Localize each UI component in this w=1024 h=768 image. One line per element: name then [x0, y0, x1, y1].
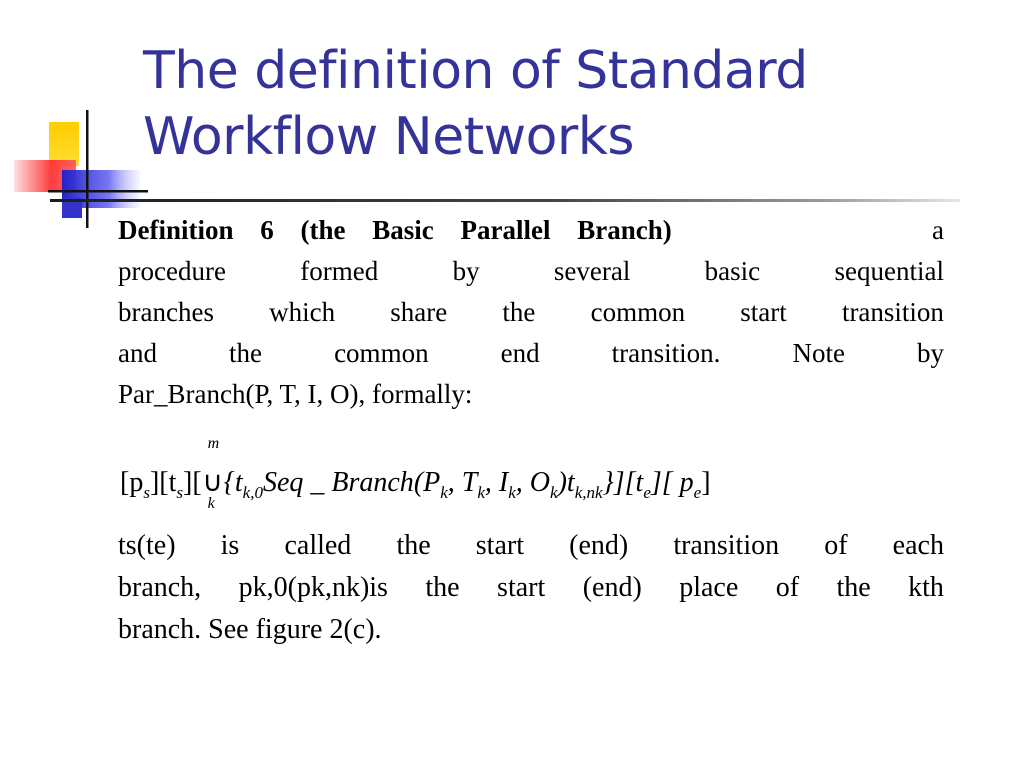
formula-part: , O [515, 467, 551, 498]
formula-sub: e [643, 483, 651, 502]
formula-part: , I [484, 467, 509, 498]
definition-heading: Definition 6 (the Basic Parallel Branch) [118, 215, 672, 245]
parallel-branch-formula [118, 427, 944, 521]
formula-sub: k [477, 483, 485, 502]
definition-line-3 [118, 292, 944, 333]
word: start [475, 530, 524, 561]
formula-part: [p [120, 467, 144, 498]
formula-part: {t [223, 467, 243, 498]
formula-part: ][t [149, 467, 177, 498]
word: branch, [118, 572, 202, 603]
formula-sub: k [550, 483, 558, 502]
word: sequential [834, 256, 944, 286]
union-symbol: ∪ [202, 467, 223, 498]
word: share [390, 297, 448, 327]
explanation-line-1 [118, 525, 944, 567]
formula-part: ][ p [650, 467, 694, 498]
word: (end) [582, 572, 642, 603]
word: basic [704, 256, 761, 286]
word: pk,0(pk,nk)is [238, 572, 388, 603]
word: (end) [569, 530, 629, 561]
word: transition [841, 297, 944, 327]
word: end [500, 338, 540, 368]
word: formed [300, 256, 379, 286]
definition-line-4 [118, 333, 944, 374]
definition-line-2 [118, 251, 944, 292]
word: common [334, 338, 429, 368]
explanation-line-2 [118, 567, 944, 609]
formula-sub: k [440, 483, 448, 502]
word: kth [908, 572, 944, 603]
word: start [497, 572, 546, 603]
definition-block [118, 210, 944, 651]
word: several [553, 256, 631, 286]
word: of [775, 572, 800, 603]
title-line-1: The definition of Standard [143, 41, 808, 101]
formula-part: }][t [602, 467, 644, 498]
formula-part: (P [413, 467, 441, 498]
union-operator [202, 435, 224, 512]
definition-paragraph [118, 210, 944, 415]
formula-sub: s [176, 483, 184, 502]
union-upper-limit: m [207, 435, 220, 452]
word: and [118, 338, 157, 368]
formula-part: ] [701, 467, 711, 498]
word: of [824, 530, 848, 561]
formula-part: Seq _ Branch [262, 467, 414, 498]
word: place [679, 572, 739, 603]
word: the [229, 338, 263, 368]
word: common [590, 297, 686, 327]
formula-sub: k,0 [242, 483, 263, 502]
word: Note [792, 338, 845, 368]
union-lower-limit: k [207, 495, 215, 512]
word: by [452, 256, 480, 286]
slide-title [143, 38, 1003, 170]
word: ts(te) [118, 530, 176, 561]
formula-part: , T [447, 467, 478, 498]
word: the [502, 297, 536, 327]
definition-line-1 [118, 210, 944, 251]
formula-sub: e [693, 483, 702, 502]
word: branches [118, 297, 214, 327]
formula-part: )t [557, 467, 575, 498]
word: the [425, 572, 460, 603]
title-line-2: Workflow Networks [143, 107, 635, 167]
formula-sub: s [143, 483, 150, 502]
definition-text-a: a [932, 215, 944, 245]
formula-sub: k [508, 483, 516, 502]
word: which [269, 297, 336, 327]
word: start [740, 297, 787, 327]
word: procedure [118, 256, 226, 286]
formula-part: ][ [183, 467, 202, 498]
word: by [916, 338, 944, 368]
word: the [396, 530, 431, 561]
word: transition [673, 530, 780, 561]
definition-line-5: Par_Branch(P, T, I, O), formally: [118, 379, 473, 409]
word: each [892, 530, 944, 561]
title-divider [50, 199, 960, 202]
word: transition. [611, 338, 721, 368]
explanation-line-3: branch. See figure 2(c). [118, 614, 382, 645]
formula-sub: k,nk [574, 483, 603, 502]
word: the [836, 572, 871, 603]
explanation-paragraph [118, 525, 944, 651]
word: is [220, 530, 240, 561]
formula-row [120, 435, 711, 512]
word: called [284, 530, 352, 561]
